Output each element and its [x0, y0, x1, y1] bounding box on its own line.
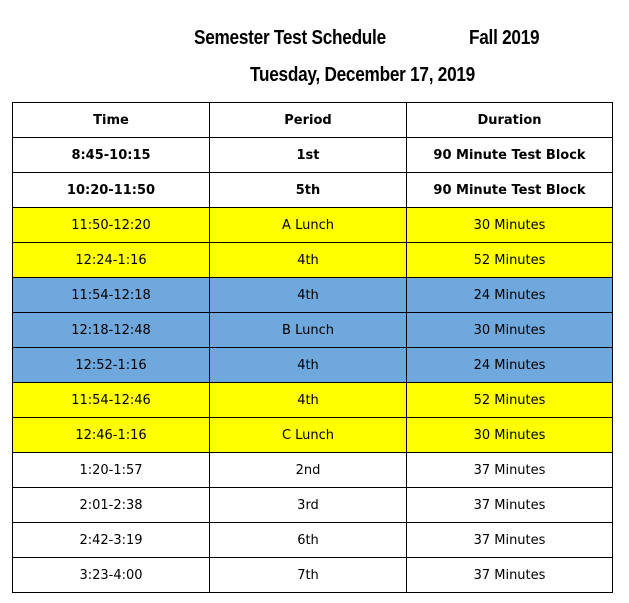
duration-cell: 52 Minutes [407, 243, 613, 278]
duration-cell: 30 Minutes [407, 418, 613, 453]
column-header-duration: Duration [407, 103, 613, 138]
table-header-row [13, 103, 613, 138]
period-cell: 4th [210, 348, 407, 383]
table-row [13, 278, 613, 313]
duration-cell: 37 Minutes [407, 558, 613, 593]
table-row [13, 558, 613, 593]
duration-cell: 37 Minutes [407, 523, 613, 558]
period-cell: 4th [210, 383, 407, 418]
period-cell: 6th [210, 523, 407, 558]
term-label: Fall 2019 [469, 27, 540, 49]
table-row [13, 453, 613, 488]
period-cell: 3rd [210, 488, 407, 523]
period-cell: B Lunch [210, 313, 407, 348]
time-cell: 10:20-11:50 [13, 173, 210, 208]
duration-cell: 90 Minute Test Block [407, 173, 613, 208]
period-cell: C Lunch [210, 418, 407, 453]
table-row [13, 208, 613, 243]
period-cell: 7th [210, 558, 407, 593]
duration-cell: 30 Minutes [407, 208, 613, 243]
period-cell: 4th [210, 243, 407, 278]
page-title: Semester Test Schedule [194, 27, 386, 49]
time-cell: 12:52-1:16 [13, 348, 210, 383]
schedule-table [12, 102, 613, 593]
table-row [13, 313, 613, 348]
schedule-body [13, 138, 613, 593]
time-cell: 11:50-12:20 [13, 208, 210, 243]
duration-cell: 30 Minutes [407, 313, 613, 348]
time-cell: 2:01-2:38 [13, 488, 210, 523]
time-cell: 11:54-12:18 [13, 278, 210, 313]
table-row [13, 173, 613, 208]
duration-cell: 24 Minutes [407, 348, 613, 383]
column-header-time: Time [13, 103, 210, 138]
table-row [13, 418, 613, 453]
duration-cell: 37 Minutes [407, 488, 613, 523]
duration-cell: 52 Minutes [407, 383, 613, 418]
duration-cell: 37 Minutes [407, 453, 613, 488]
period-cell: 5th [210, 173, 407, 208]
time-cell: 12:24-1:16 [13, 243, 210, 278]
time-cell: 12:18-12:48 [13, 313, 210, 348]
period-cell: 2nd [210, 453, 407, 488]
time-cell: 3:23-4:00 [13, 558, 210, 593]
time-cell: 2:42-3:19 [13, 523, 210, 558]
time-cell: 11:54-12:46 [13, 383, 210, 418]
time-cell: 8:45-10:15 [13, 138, 210, 173]
table-row [13, 383, 613, 418]
schedule-date: Tuesday, December 17, 2019 [250, 64, 475, 86]
time-cell: 1:20-1:57 [13, 453, 210, 488]
table-row [13, 348, 613, 383]
table-row [13, 488, 613, 523]
duration-cell: 24 Minutes [407, 278, 613, 313]
period-cell: A Lunch [210, 208, 407, 243]
table-row [13, 523, 613, 558]
time-cell: 12:46-1:16 [13, 418, 210, 453]
period-cell: 4th [210, 278, 407, 313]
table-row [13, 138, 613, 173]
period-cell: 1st [210, 138, 407, 173]
column-header-period: Period [210, 103, 407, 138]
duration-cell: 90 Minute Test Block [407, 138, 613, 173]
table-row [13, 243, 613, 278]
